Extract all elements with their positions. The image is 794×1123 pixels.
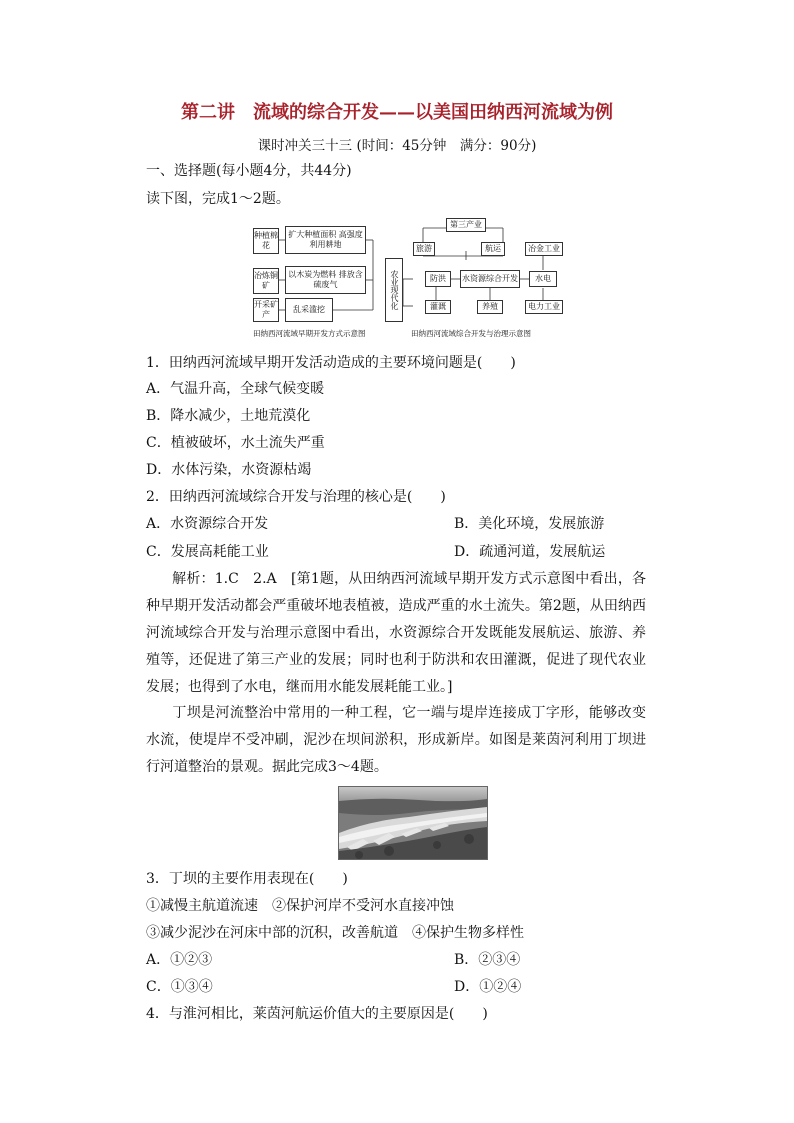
box-hydropower: 水电 [529,271,557,287]
box-tourism: 旅游 [413,242,435,256]
box-charcoal: 以木炭为燃料 排放含硫废气 [285,266,366,294]
q1-stem: 1．田纳西河流域早期开发活动造成的主要环境问题是( ) [146,355,516,371]
box-shipping: 航运 [481,242,505,256]
box-flood-control: 防洪 [425,271,451,287]
passage-paragraph [146,700,646,781]
page-title: 第二讲 流域的综合开发——以美国田纳西河流域为例 [181,102,613,123]
section-intro: 读下图，完成1～2题。 [146,191,290,207]
q3-option-a: A．①②③ [146,952,213,968]
development-diagram [253,214,573,340]
q2-option-a: A．水资源综合开发 [146,516,269,532]
river-landscape-image [339,787,487,859]
box-overmining: 乱采滥挖 [285,298,333,322]
box-irrigation: 灌溉 [425,300,451,314]
q2-option-d: D．疏通河道，发展航运 [454,544,606,560]
q3-stem: 3．丁坝的主要作用表现在( ) [146,871,348,887]
q1-option-a: A．气温升高，全球气候变暖 [146,381,325,397]
box-metallurgy: 冶金工业 [525,242,563,256]
q3-statements-2: ③减少泥沙在河床中部的沉积，改善航道 ④保护生物多样性 [146,925,524,941]
caption-early: 田纳西河流域早期开发方式示意图 [253,329,366,338]
box-cotton: 种植棉花 [253,228,279,254]
box-water-dev: 水资源综合开发 [460,270,520,288]
q1-option-c: C．植被破坏，水土流失严重 [146,435,325,451]
box-agri-modern: 农业现代化 [385,258,403,322]
box-expand-area: 扩大种植面积 高强度利用耕地 [285,226,366,254]
q1-option-d: D．水体污染，水资源枯竭 [146,462,312,478]
box-copper: 冶炼铜矿 [253,268,279,294]
analysis-paragraph [146,566,646,701]
page-subtitle: 课时冲关三十三 (时间：45分钟 满分：90分) [257,138,537,154]
caption-comprehensive: 田纳西河流域综合开发与治理示意图 [411,329,531,338]
q4-stem: 4．与淮河相比，莱茵河航运价值大的主要原因是( ) [146,1006,488,1022]
q3-option-c: C．①③④ [146,979,213,995]
box-mining: 开采矿产 [253,298,279,322]
box-aquaculture: 养殖 [477,300,503,314]
box-tertiary: 第三产业 [446,218,486,232]
q2-option-c: C．发展高耗能工业 [146,544,269,560]
q3-option-d: D．①②④ [454,979,522,995]
rhine-groyne-photo [338,786,488,860]
passage-text: 丁坝是河流整治中常用的一种工程，它一端与堤岸连接成丁字形，能够改变水流，使堤岸不受冲刷，泥沙在坝间淤积，形成新岸。如图是莱茵河利用丁坝进行河道整治的景观。据此完成3～4题。 [146,705,646,775]
q2-option-b: B．美化环境，发展旅游 [454,516,605,532]
q3-statements-1: ①减慢主航道流速 ②保护河岸不受河水直接冲蚀 [146,898,454,914]
box-power-industry: 电力工业 [525,300,563,314]
analysis-text: 解析：1.C 2.A [第1题，从田纳西河流域早期开发方式示意图中看出，各种早期开发活动都会严重破坏地表植被，造成严重的水土流失。第2题，从田纳西河流域综合开发与治理示意图中看出，水资源综合开发既能发展航运、旅游、养殖等，还促进了第三产业的发展；同时也利于防洪和农田灌溉，促进了现代农业发展；也得到了水电，继而用水能发展耗能工业。] [146,571,646,695]
section-heading: 一、选择题(每小题4分，共44分) [146,163,352,179]
q2-stem: 2．田纳西河流域综合开发与治理的核心是( ) [146,489,446,505]
q1-option-b: B．降水减少，土地荒漠化 [146,408,311,424]
q3-option-b: B．②③④ [454,952,521,968]
